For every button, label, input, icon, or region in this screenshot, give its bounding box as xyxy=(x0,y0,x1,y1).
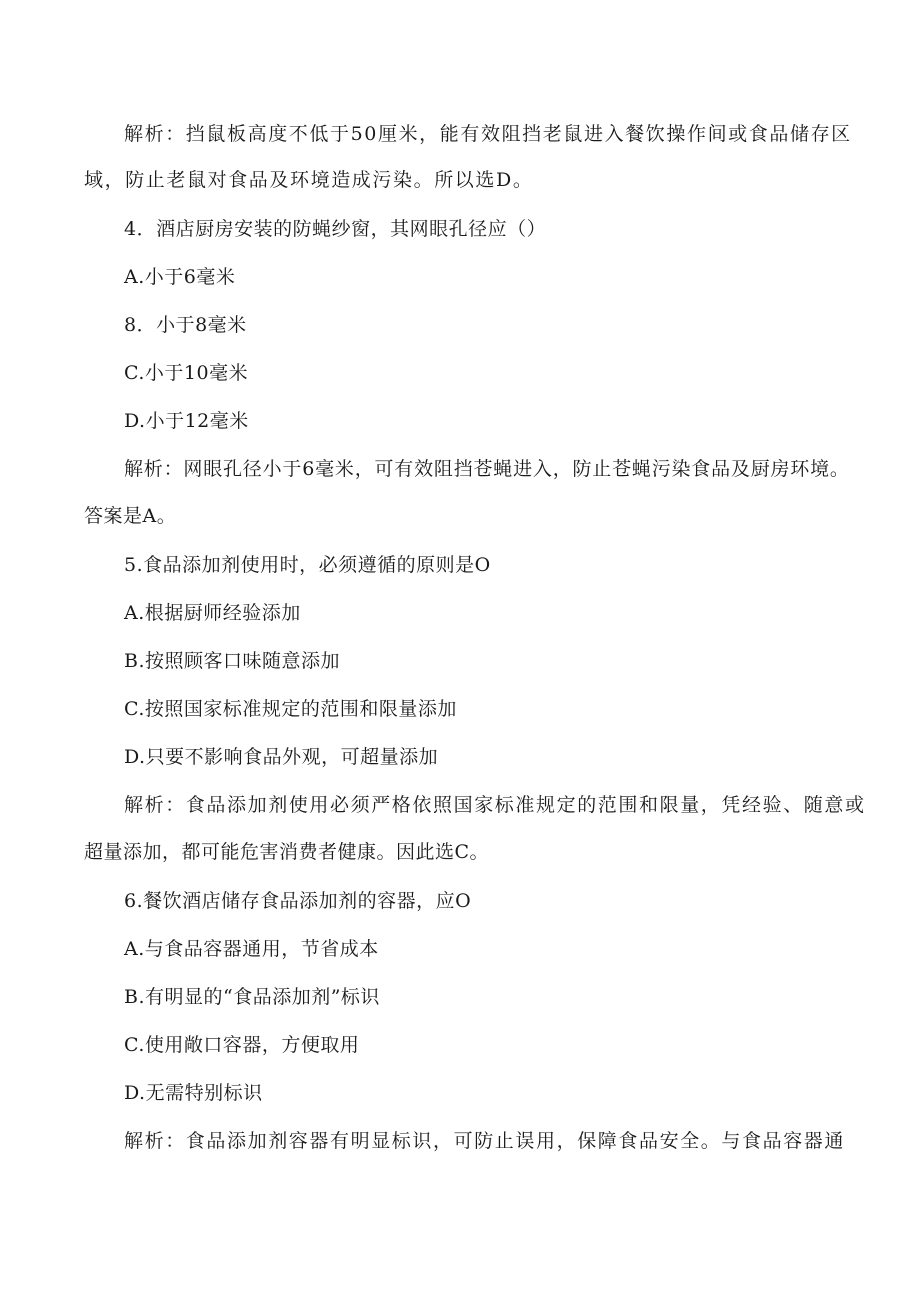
q4-question: 4．酒店厨房安装的防蝇纱窗，其网眼孔径应（） xyxy=(124,218,547,240)
q6-option-a: A.与食品容器通用，节省成本 xyxy=(124,938,379,960)
q3-analysis-line-1: 解析：挡鼠板高度不低于50厘米，能有效阻挡老鼠进入餐饮操作间或食品储存区 xyxy=(124,123,852,145)
q4-option-b: 8．小于8毫米 xyxy=(124,314,247,336)
q3-analysis-line-2: 域，防止老鼠对食品及环境造成污染。所以选D。 xyxy=(84,169,534,191)
q4-option-d: D.小于12毫米 xyxy=(124,410,249,432)
q4-analysis-line-2: 答案是A。 xyxy=(84,505,177,527)
q6-option-c: C.使用敞口容器，方便取用 xyxy=(124,1034,360,1056)
q6-question: 6.餐饮酒店储存食品添加剂的容器，应O xyxy=(124,890,472,912)
q5-option-a: A.根据厨师经验添加 xyxy=(124,602,301,624)
q6-option-b: B.有明显的“食品添加剂”标识 xyxy=(124,986,380,1008)
q5-analysis-line-2: 超量添加，都可能危害消费者健康。因此选C。 xyxy=(84,841,490,863)
q4-option-c: C.小于10毫米 xyxy=(124,362,249,384)
q6-option-d: D.无需特别标识 xyxy=(124,1082,263,1104)
q4-option-a: A.小于6毫米 xyxy=(124,266,236,288)
q5-analysis-line-1: 解析：食品添加剂使用必须严格依照国家标准规定的范围和限量，凭经验、随意或 xyxy=(124,794,866,816)
q5-option-c: C.按照国家标准规定的范围和限量添加 xyxy=(124,698,457,720)
q5-option-d: D.只要不影响食品外观，可超量添加 xyxy=(124,746,439,768)
q6-analysis-line-1: 解析：食品添加剂容器有明显标识，可防止误用，保障食品安全。与食品容器通 xyxy=(124,1130,846,1152)
q4-analysis-line-1: 解析：网眼孔径小于6毫米，可有效阻挡苍蝇进入，防止苍蝇污染食品及厨房环境。 xyxy=(124,458,850,480)
q5-question: 5.食品添加剂使用时，必须遵循的原则是O xyxy=(124,554,491,576)
q5-option-b: B.按照顾客口味随意添加 xyxy=(124,650,341,672)
